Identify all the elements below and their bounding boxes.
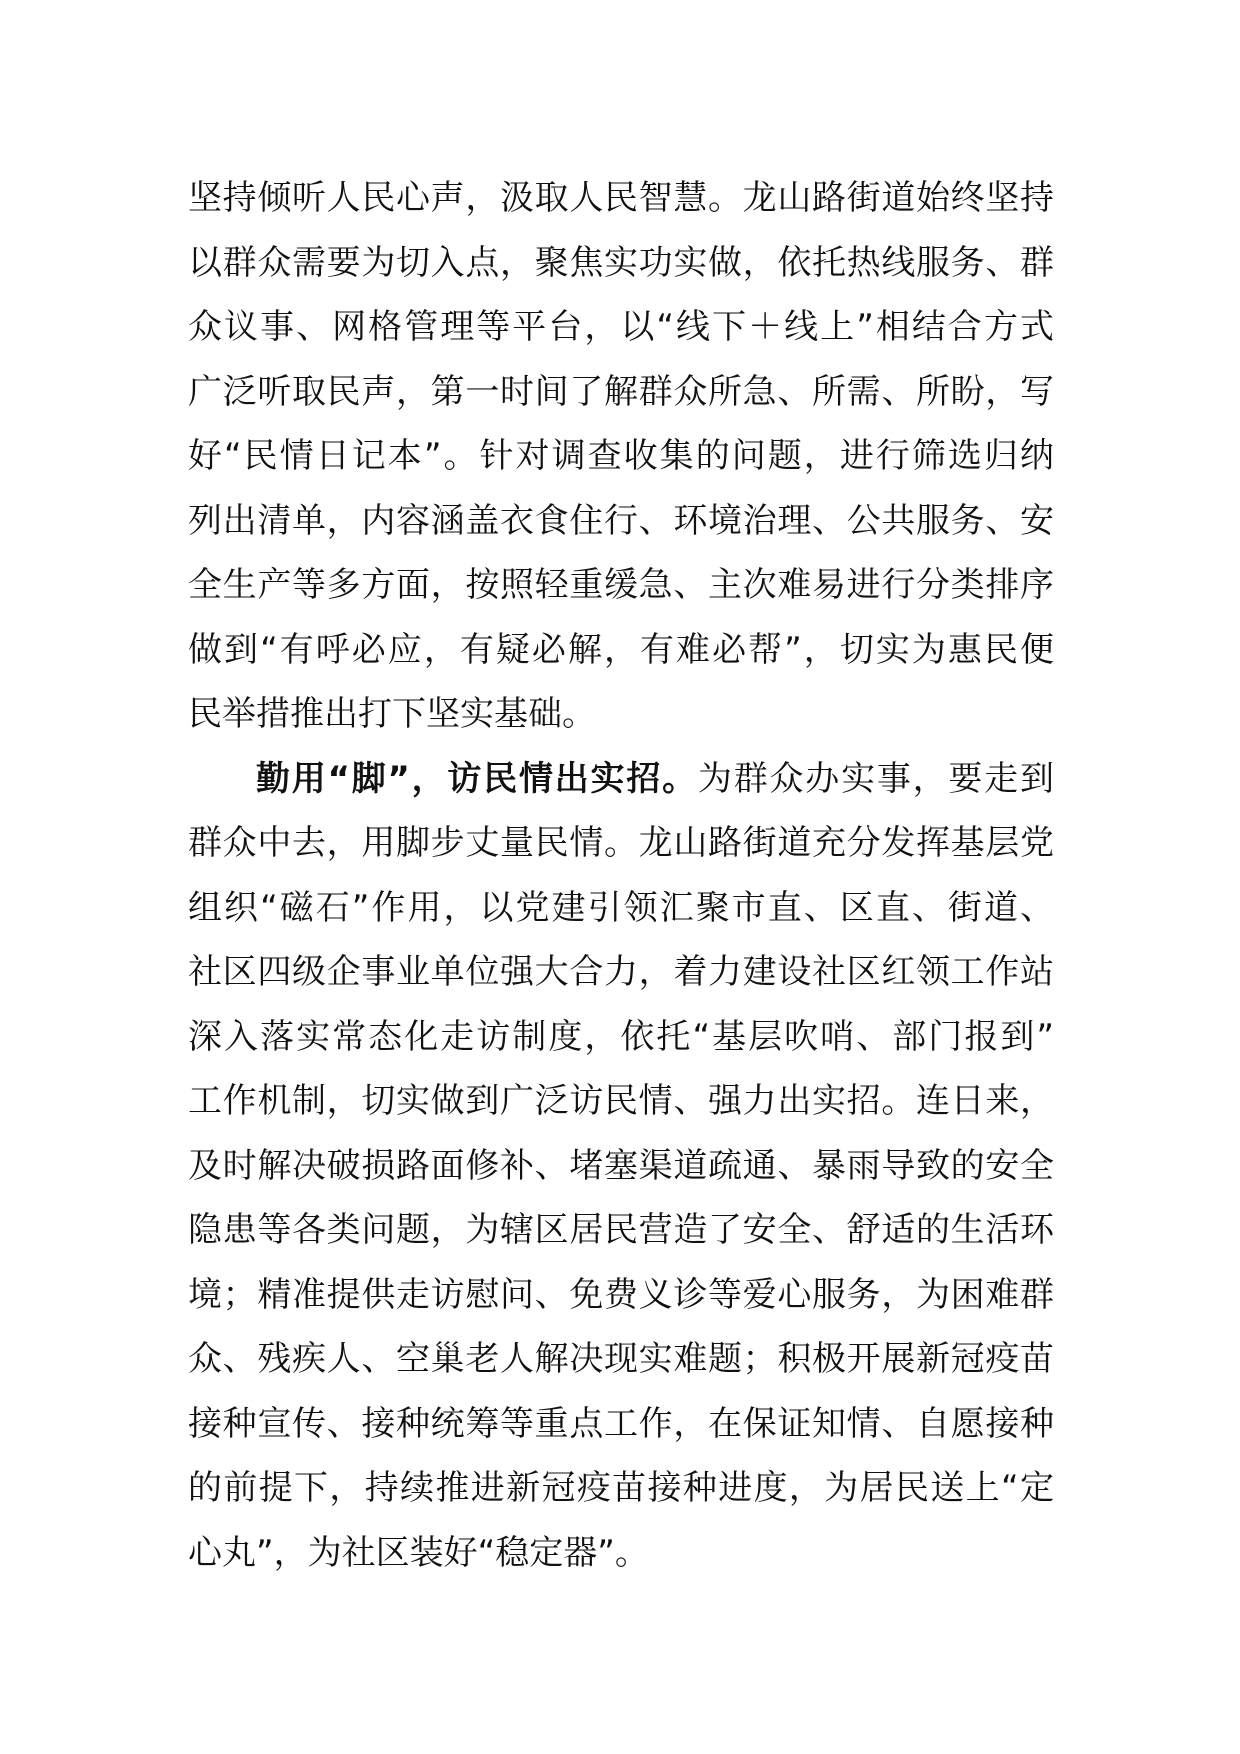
text-line: 境；精准提供走访慰问、免费义诊等爱心服务，为困难群 xyxy=(188,1274,1054,1315)
document-body xyxy=(188,166,1054,1585)
text-line: 心丸”，为社区装好“稳定器”。 xyxy=(188,1532,649,1573)
paragraph-2-first-line xyxy=(188,747,1054,812)
text-line: 隐患等各类问题，为辖区居民营造了安全、舒适的生活环 xyxy=(188,1210,1054,1250)
text-run: 为群众办实事，要走到 xyxy=(697,758,1054,799)
text-line: 民举措推出打下坚实基础。 xyxy=(188,694,596,734)
text-line: 以群众需要为切入点，聚焦实功实做，依托热线服务、群 xyxy=(188,242,1054,283)
text-line: 组织“磁石”作用，以党建引领汇聚市直、区直、街道、 xyxy=(188,887,1054,928)
text-line: 社区四级企事业单位强大合力，着力建设社区红领工作站 xyxy=(188,952,1054,992)
paragraph-1 xyxy=(188,166,1054,747)
paragraph-2 xyxy=(188,747,1054,1586)
text-line: 坚持倾听人民心声，汲取人民智慧。龙山路街道始终坚持 xyxy=(188,178,1054,218)
paragraph-heading: 勤用“脚”，访民情出实招。 xyxy=(256,758,698,799)
text-line: 工作机制，切实做到广泛访民情、强力出实招。连日来， xyxy=(188,1081,1054,1121)
text-line: 的前提下，持续推进新冠疫苗接种进度，为居民送上“定 xyxy=(188,1468,1054,1508)
text-line: 好“民情日记本”。针对调查收集的问题，进行筛选归纳 xyxy=(188,436,1054,476)
text-line: 众议事、网格管理等平台，以“线下＋线上”相结合方式 xyxy=(188,307,1054,347)
text-line: 做到“有呼必应，有疑必解，有难必帮”，切实为惠民便 xyxy=(188,629,1054,670)
text-line: 广泛听取民声，第一时间了解群众所急、所需、所盼，写 xyxy=(188,371,1054,412)
text-line: 深入落实常态化走访制度，依托“基层吹哨、部门报到” xyxy=(188,1016,1054,1057)
text-line: 列出清单，内容涵盖衣食住行、环境治理、公共服务、安 xyxy=(188,500,1054,541)
text-line: 及时解决破损路面修补、堵塞渠道疏通、暴雨导致的安全 xyxy=(188,1145,1054,1186)
text-line: 全生产等多方面，按照轻重缓急、主次难易进行分类排序 xyxy=(188,565,1054,605)
text-line: 群众中去，用脚步丈量民情。龙山路街道充分发挥基层党 xyxy=(188,823,1054,863)
text-line: 众、残疾人、空巢老人解决现实难题；积极开展新冠疫苗 xyxy=(188,1339,1054,1379)
text-line: 接种宣传、接种统筹等重点工作，在保证知情、自愿接种 xyxy=(188,1403,1054,1444)
